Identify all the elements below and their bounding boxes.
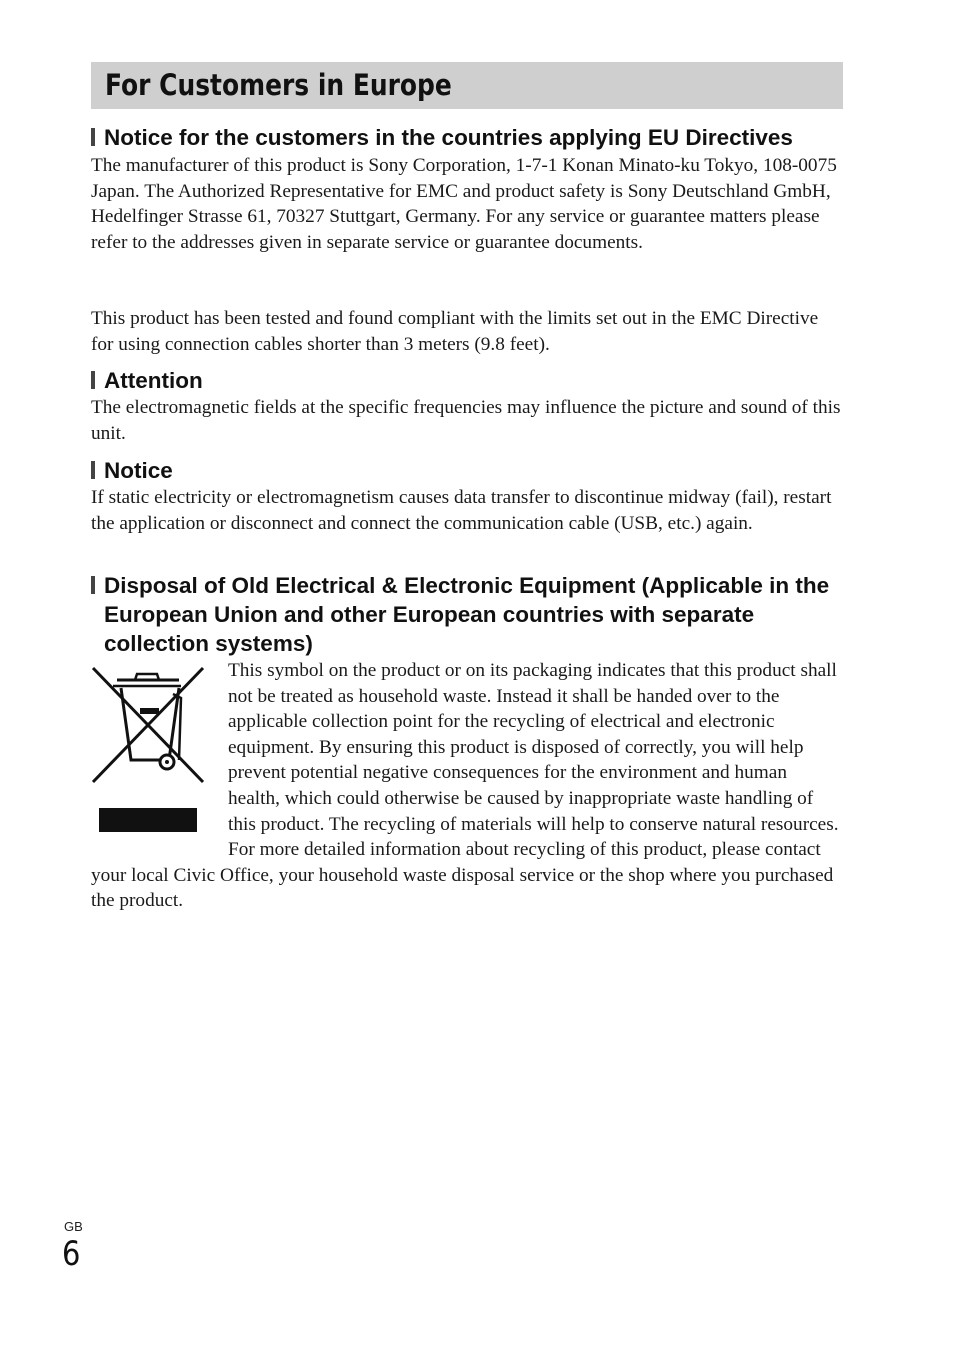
notice-paragraph: If static electricity or electromagnetism causes data transfer to discontinue midway (fail), restart the application or disconnect and connect the communication cable (USB, etc.) again. — [91, 487, 832, 534]
crossed-out-wheelie-bin-icon — [91, 664, 211, 842]
heading-marker — [91, 576, 95, 594]
eu-notice-paragraph-2: This product has been tested and found compliant with the limits set out in the EMC Directive for using connection cables shorter than 3 meters (9.8 feet). — [91, 308, 819, 355]
heading-text: Attention — [104, 368, 203, 393]
heading-text: Notice — [104, 458, 173, 483]
section-heading-disposal — [91, 571, 851, 658]
attention-paragraph: The electromagnetic fields at the specific frequencies may influence the picture and sound of this unit. — [91, 397, 841, 444]
page-language-code: GB — [64, 1219, 83, 1234]
page-title-bar — [91, 62, 843, 109]
heading-text: Disposal of Old Electrical & Electronic Equipment (Applicable in the European Union and other European countries with separate collection systems) — [104, 573, 830, 656]
heading-marker — [91, 461, 95, 479]
heading-text: Notice for the customers in the countries applying EU Directives — [104, 125, 793, 150]
section-heading-attention — [91, 366, 851, 395]
disposal-section — [91, 658, 843, 914]
page-title: For Customers in Europe — [105, 68, 452, 102]
disposal-paragraph: This symbol on the product or on its packaging indicates that this product shall not be treated as household waste. Instead it shall be handed over to the applicable collection point for the recycling of electrical and electronic equipment. By ensuring this product is disposed of correctly, you will help prevent potential negative consequences for the environment and human health, which could otherwise be caused by inappropriate waste handling of this product. The recycling of materials will help to conserve natural resources. For more detailed information about recycling of this product, please contact your local Civic Office, your household waste disposal service or the shop where you purchased the product. — [91, 660, 839, 912]
section-heading-eu-notice — [91, 123, 851, 152]
eu-notice-paragraph-1: The manufacturer of this product is Sony Corporation, 1-7-1 Konan Minato-ku Tokyo, 108-0075 Japan. The Authorized Representative for EMC and product safety is Sony Deutschland GmbH, Hedelfinger Strasse 61, 70327 Stuttgart, Germany. For any service or guarantee matters please refer to the addresses given in separate service or guarantee documents. — [91, 155, 837, 253]
section-heading-notice — [91, 456, 851, 485]
page-number: 6 — [62, 1234, 81, 1274]
heading-marker — [91, 371, 95, 389]
heading-marker — [91, 128, 95, 146]
